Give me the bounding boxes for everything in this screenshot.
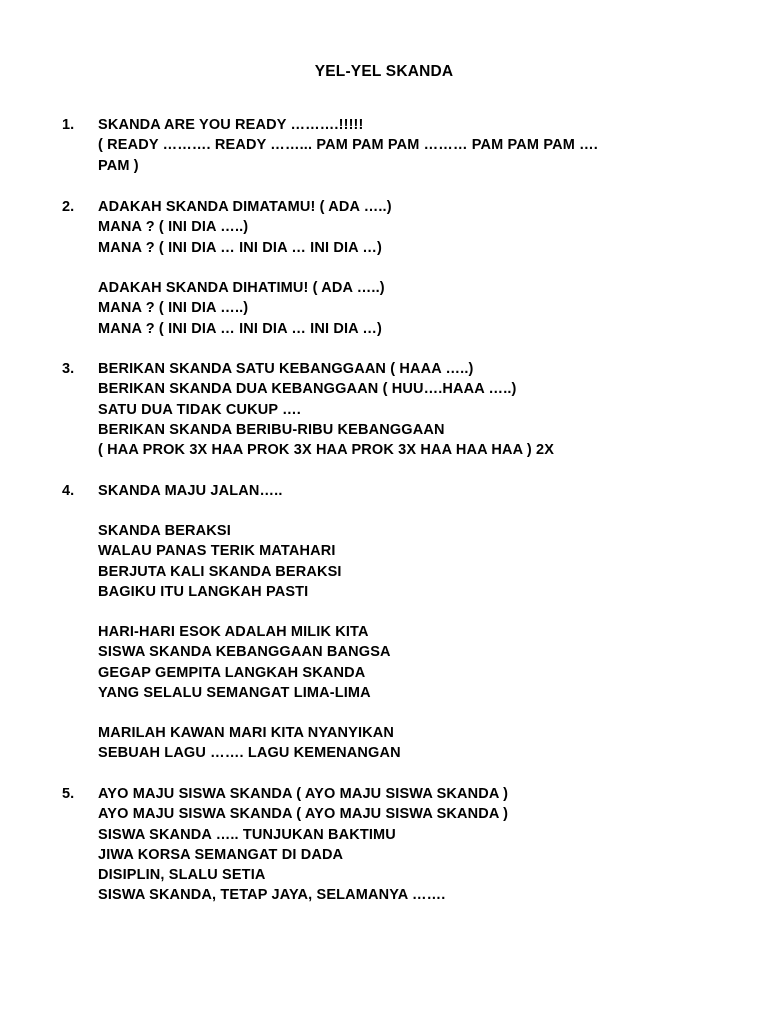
text-line: SATU DUA TIDAK CUKUP …. (98, 401, 301, 418)
item-number: 3. (62, 361, 75, 377)
text-line: AYO MAJU SISWA SKANDA ( AYO MAJU SISWA SKANDA ) (98, 786, 509, 802)
text-line: SISWA SKANDA, TETAP JAYA, SELAMANYA ……. (98, 887, 446, 904)
verse-block (98, 481, 698, 501)
text-line: MANA ? ( INI DIA … INI DIA … INI DIA …) (98, 239, 383, 256)
text-line: SKANDA ARE YOU READY ……….!!!!! (98, 117, 364, 133)
text-line: BERJUTA KALI SKANDA BERAKSI (98, 563, 342, 580)
item-number: 5. (62, 786, 75, 802)
verse-block (98, 359, 698, 460)
text-line: MARILAH KAWAN MARI KITA NYANYIKAN (98, 725, 395, 741)
text-line: ADAKAH SKANDA DIMATAMU! ( ADA …..) (98, 199, 392, 215)
document-title: YEL-YEL SKANDA (314, 63, 454, 80)
item-number: 4. (62, 483, 75, 499)
text-line: AYO MAJU SISWA SKANDA ( AYO MAJU SISWA SKANDA ) (98, 806, 509, 823)
text-line: PAM ) (98, 157, 139, 174)
text-line: BERIKAN SKANDA SATU KEBANGGAAN ( HAAA …..) (98, 361, 474, 377)
text-line: SKANDA BERAKSI (98, 523, 231, 539)
text-line: HARI-HARI ESOK ADALAH MILIK KITA (98, 624, 369, 640)
verse-block (98, 278, 698, 339)
text-line: SEBUAH LAGU ……. LAGU KEMENANGAN (98, 745, 401, 762)
text-line: BERIKAN SKANDA DUA KEBANGGAAN ( HUU….HAAA …..) (98, 381, 517, 398)
text-line: GEGAP GEMPITA LANGKAH SKANDA (98, 664, 366, 681)
verse-block (98, 197, 698, 258)
text-line: YANG SELALU SEMANGAT LIMA-LIMA (98, 684, 371, 701)
item-number: 1. (62, 117, 75, 133)
text-line: ( HAA PROK 3X HAA PROK 3X HAA PROK 3X HAA HAA HAA ) 2X (98, 442, 555, 459)
verse-block (98, 622, 698, 703)
text-line: BERIKAN SKANDA BERIBU-RIBU KEBANGGAAN (98, 421, 445, 438)
text-line: ADAKAH SKANDA DIHATIMU! ( ADA …..) (98, 280, 385, 296)
text-line: SISWA SKANDA KEBANGGAAN BANGSA (98, 644, 391, 661)
text-line: BAGIKU ITU LANGKAH PASTI (98, 583, 309, 600)
text-line: JIWA KORSA SEMANGAT DI DADA (98, 846, 344, 863)
item-number: 2. (62, 199, 75, 215)
text-line: SKANDA MAJU JALAN….. (98, 483, 283, 499)
text-line: MANA ? ( INI DIA …..) (98, 219, 249, 236)
verse-block (98, 115, 698, 176)
text-line: WALAU PANAS TERIK MATAHARI (98, 543, 336, 560)
text-line: SISWA SKANDA ….. TUNJUKAN BAKTIMU (98, 826, 396, 843)
text-line: ( READY ………. READY ……... PAM PAM PAM ……… PAM PAM PAM …. (98, 137, 598, 154)
verse-block (98, 723, 698, 764)
text-line: MANA ? ( INI DIA …..) (98, 300, 249, 317)
verse-block (98, 784, 698, 906)
text-line: DISIPLIN, SLALU SETIA (98, 867, 266, 884)
verse-block (98, 521, 698, 602)
text-line: MANA ? ( INI DIA … INI DIA … INI DIA …) (98, 320, 383, 337)
